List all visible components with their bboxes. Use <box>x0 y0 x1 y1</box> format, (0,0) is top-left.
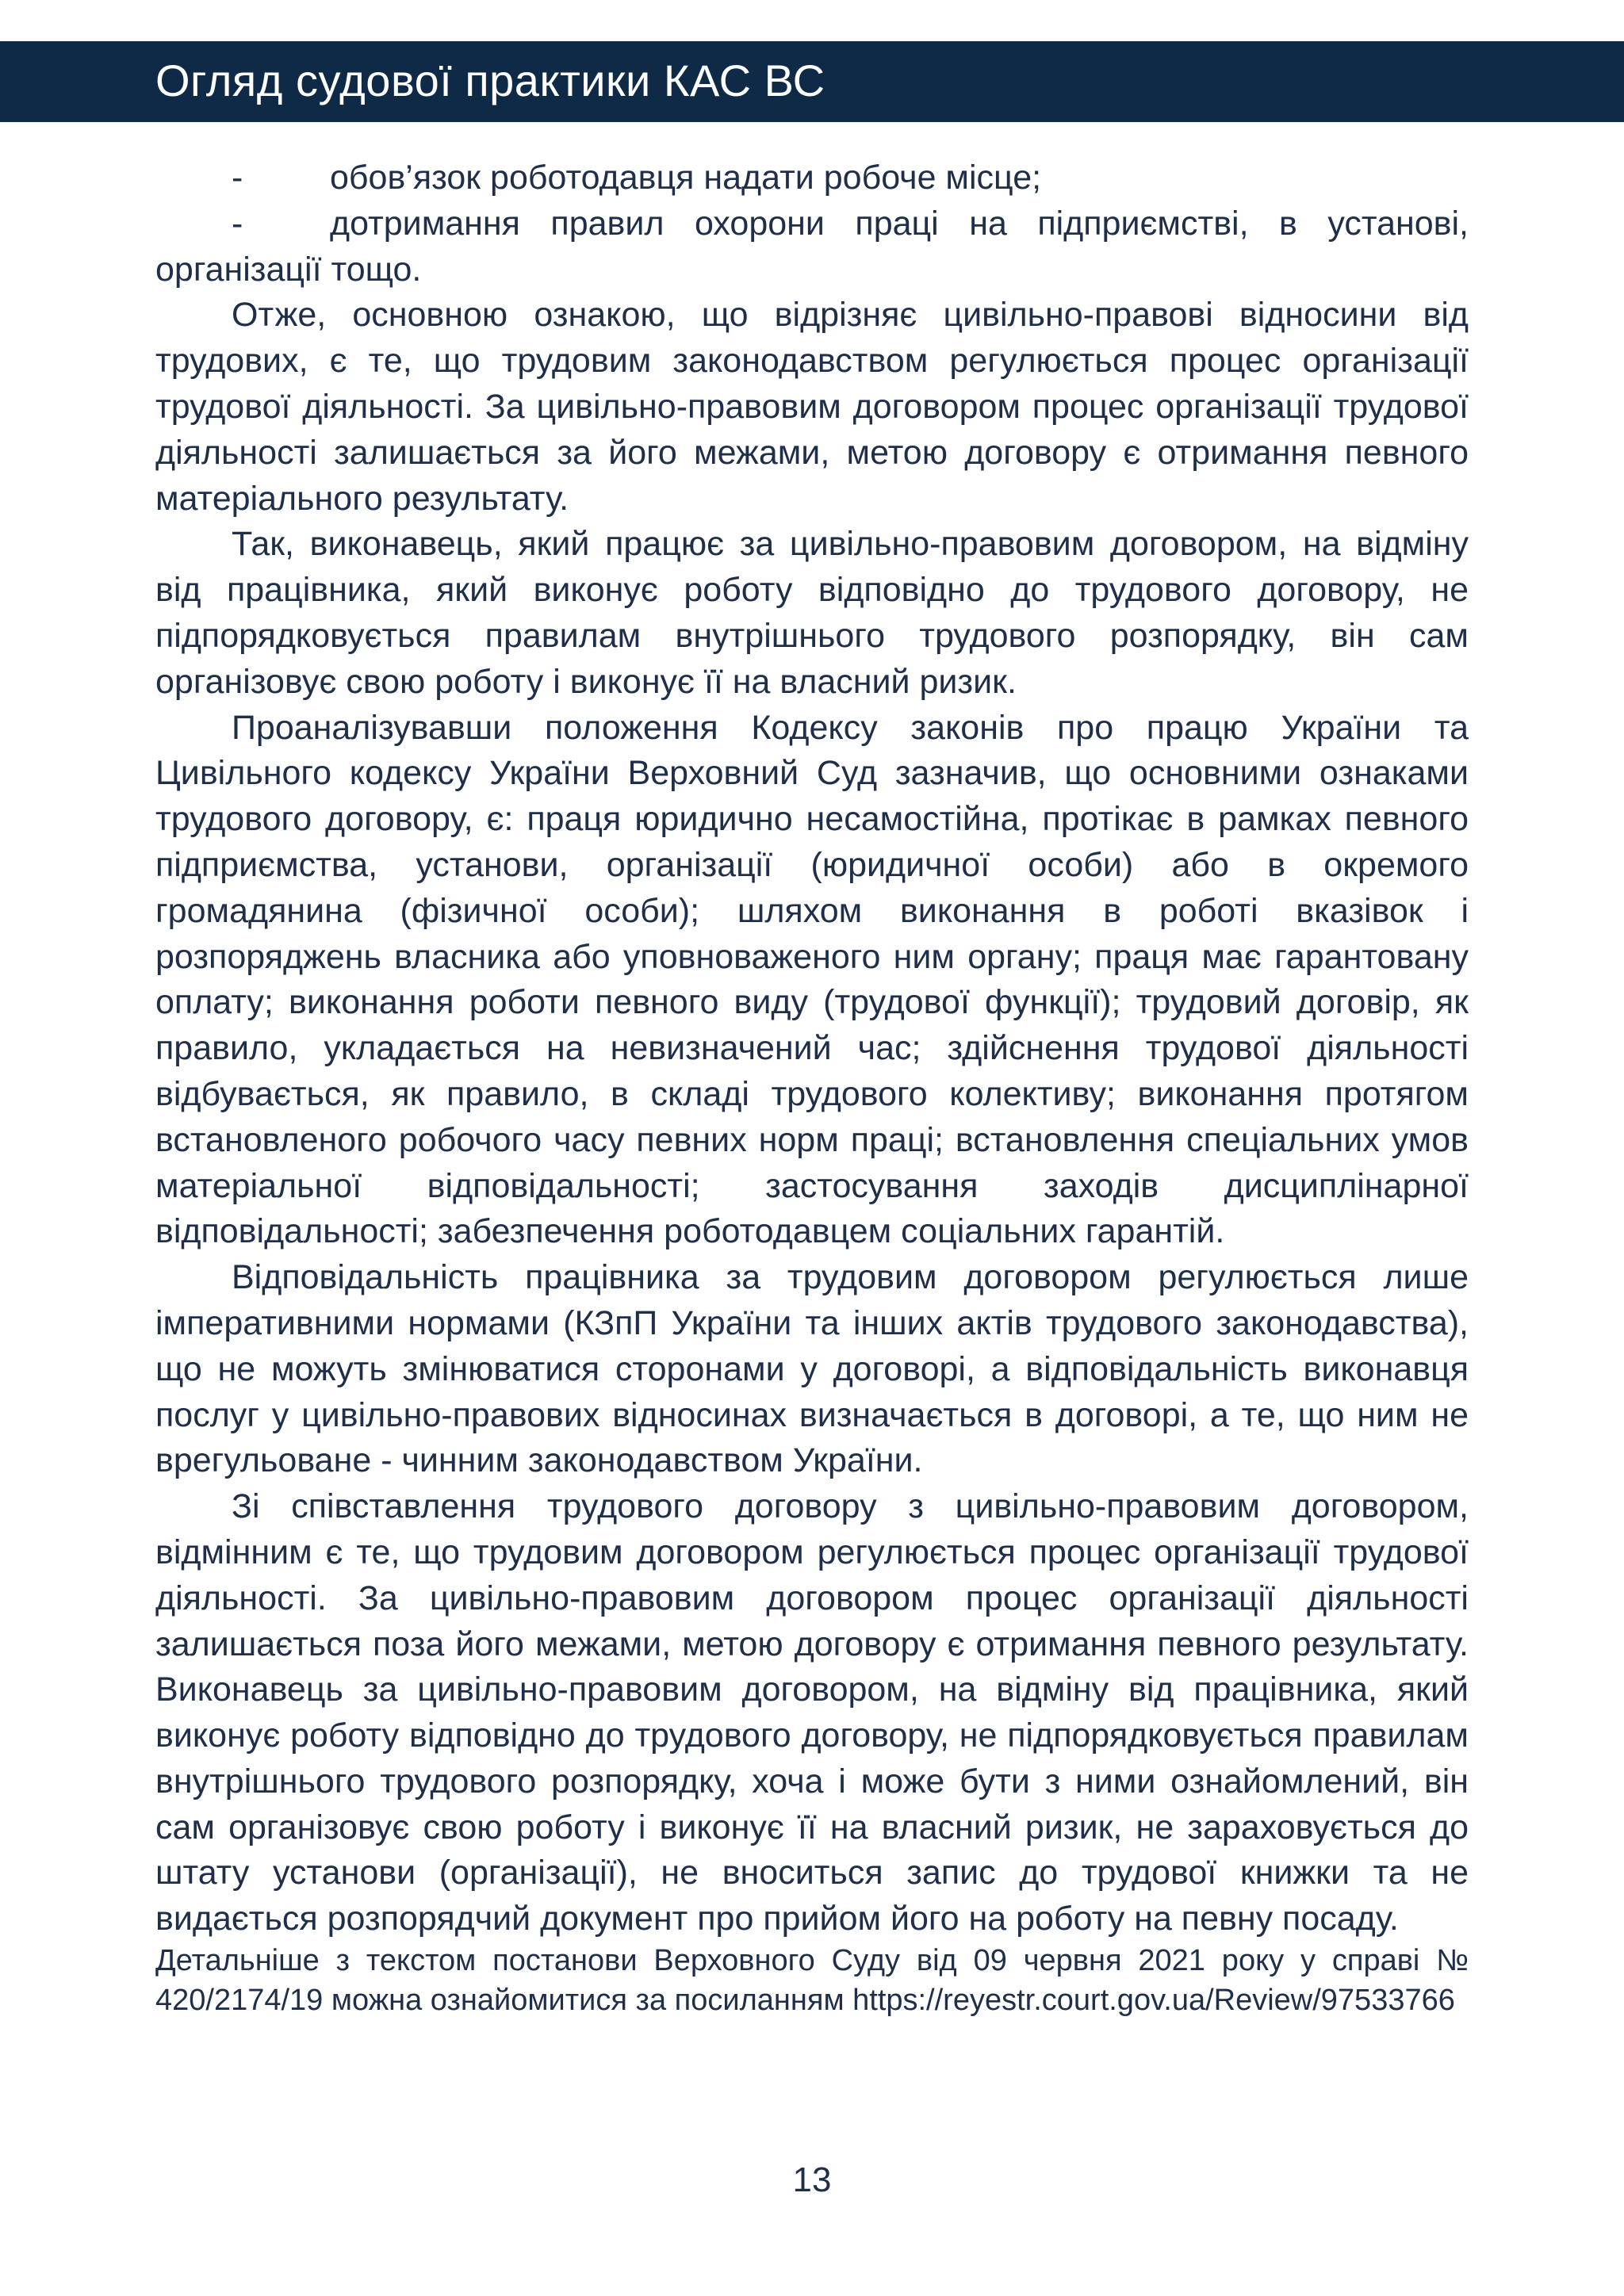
bullet-marker: - <box>232 159 243 197</box>
bullet-item <box>155 155 1469 201</box>
paragraph: Отже, основною ознакою, що відрізняє цивільно-правові відносини від трудових, є те, що трудовим законодавством регулюється процес організації трудової діяльності. За цивільно-правовим договором процес організації трудової діяльності залишається за його межами, метою договору є отримання певного матеріального результату. <box>155 296 1469 518</box>
bullet-text: дотримання правил охорони праці на підприємстві, в установі, організації тощо. <box>155 204 1469 289</box>
bullet-marker: - <box>232 204 243 243</box>
paragraph: Так, виконавець, який працює за цивільно-правовим договором, на відміну від працівника, який виконує роботу відповідно до трудового договору, не підпорядковується правилам внутрішнього трудового розпорядку, він сам організовує свою роботу і виконує її на власний ризик. <box>155 525 1469 701</box>
paragraph: Проаналізувавши положення Кодексу законів про працю України та Цивільного кодексу України Верховний Суд зазначив, що основними ознаками трудового договору, є: праця юридично несамостійна, протікає в рамках певного підприємства, установи, організації (юридичної особи) або в окремого громадянина (фізичної особи); шляхом виконання в роботі вказівок і розпоряджень власника або уповноваженого ним органу; праця має гарантовану оплату; виконання роботи певного виду (трудової функції); трудовий договір, як правило, укладається на невизначений час; здійснення трудової діяльності відбувається, як правило, в складі трудового колективу; виконання протягом встановленого робочого часу певних норм праці; встановлення спеціальних умов матеріальної відповідальності; застосування заходів дисциплінарної відповідальності; забезпечення роботодавцем соціальних гарантій. <box>155 708 1469 1251</box>
header-bar <box>0 41 1624 122</box>
bullet-item <box>155 201 1469 293</box>
document-body <box>155 155 1469 1942</box>
page-number: 13 <box>792 2160 832 2199</box>
paragraph: Відповідальність працівника за трудовим договором регулюється лише імперативними нормами (КЗпП України та інших актів трудового законодавства), що не можуть змінюватися сторонами у договорі, а відповідальність виконавця послуг у цивільно-правових відносинах визначається в договорі, а те, що ним не врегульоване - чинним законодавством України. <box>155 1258 1469 1480</box>
header-title: Огляд судової практики КАС ВС <box>155 55 825 105</box>
source-note: Детальніше з текстом постанови Верховного Суду від 09 червня 2021 року у справі № 420/2174/19 можна ознайомитися за посиланням https://reyestr.court.gov.ua/Review/97533766 <box>155 1944 1469 2017</box>
bullet-text: обов’язок роботодавця надати робоче місце; <box>330 159 1042 197</box>
paragraph: Зі співставлення трудового договору з цивільно-правовим договором, відмінним є те, що трудовим договором регулюється процес організації трудової діяльності. За цивільно-правовим договором процес організації діяльності залишається поза його межами, метою договору є отримання певного результату. Виконавець за цивільно-правовим договором, на відміну від працівника, який виконує роботу відповідно до трудового договору, не підпорядковується правилам внутрішнього трудового розпорядку, хоча і може бути з ними ознайомлений, він сам організовує свою роботу і виконує її на власний ризик, не зараховується до штату установи (організації), не вноситься запис до трудової книжки та не видається розпорядчий документ про прийом його на роботу на певну посаду. <box>155 1487 1469 1938</box>
